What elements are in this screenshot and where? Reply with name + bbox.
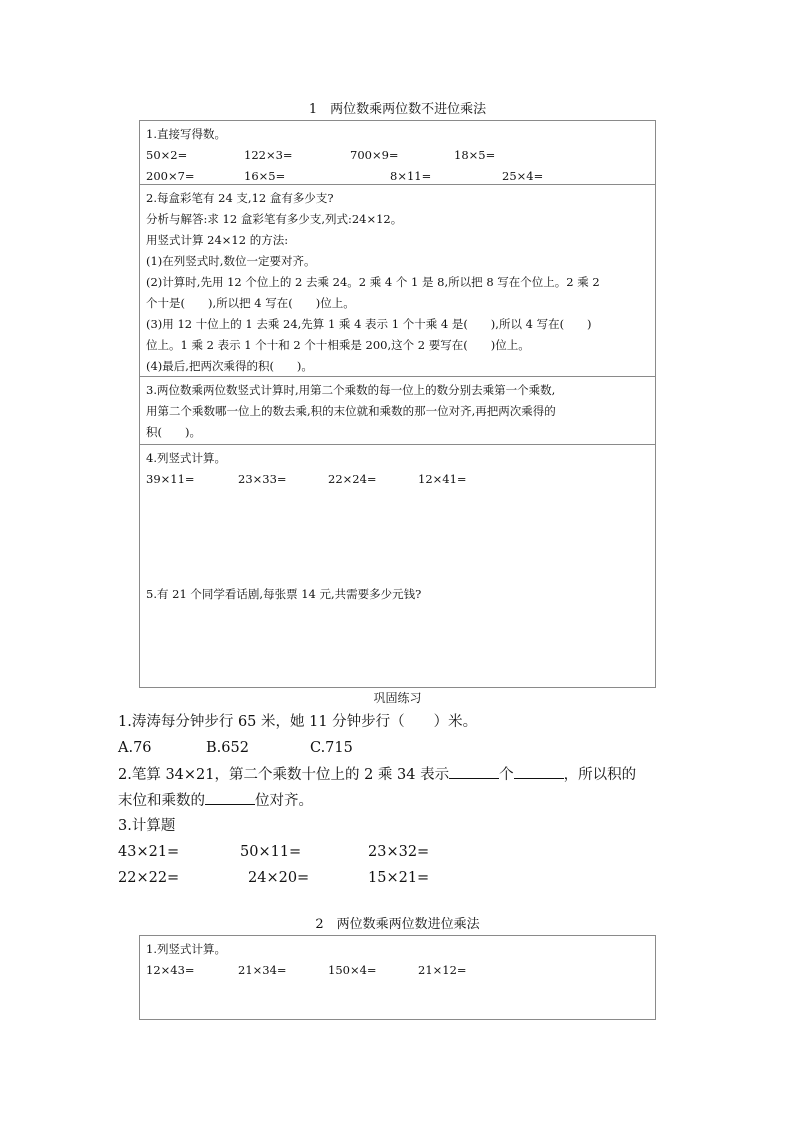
vertical-calc-item: 12×41=	[418, 472, 467, 486]
practice-q2-line-2	[118, 787, 313, 814]
option-c: C.715	[310, 740, 353, 756]
section-2-title: 2 两位数乘两位数进位乘法	[315, 917, 480, 932]
question-2-line: 用竖式计算 24×12 的方法:	[146, 233, 289, 247]
question-3-line: 3.两位数乘两位数竖式计算时,用第二个乘数的每一位上的数分别去乘第一个乘数,	[146, 383, 556, 397]
section-2-box	[139, 935, 656, 1020]
section-1-box	[139, 120, 656, 688]
oral-item: 200×7=	[146, 169, 195, 183]
question-2-line: 个十是( ),所以把 4 写在( )位上。	[146, 296, 355, 310]
question-2-line: (2)计算时,先用 12 个位上的 2 去乘 24。2 乘 4 个 1 是 8,所以把 8 写在个位上。2 乘 2	[146, 275, 600, 289]
practice-q1: 1.涛涛每分钟步行 65 米，她 11 分钟步行（ ）米。	[118, 714, 478, 730]
vertical-calc-item: 150×4=	[328, 963, 377, 977]
practice-q3-label: 3.计算题	[118, 818, 176, 834]
question-3-line: 积( )。	[146, 425, 201, 439]
calc-item: 50×11=	[240, 844, 302, 860]
vertical-calc-item: 21×34=	[238, 963, 287, 977]
vertical-calc-item: 21×12=	[418, 963, 467, 977]
practice-q3-row-1	[118, 839, 478, 865]
calc-item: 24×20=	[248, 870, 310, 886]
vertical-calc-item: 22×24=	[328, 472, 377, 486]
section-1-title: 1 两位数乘两位数不进位乘法	[308, 102, 487, 117]
answer-blank[interactable]	[205, 787, 255, 805]
option-a: A.76	[118, 740, 152, 756]
vertical-calc-item: 23×33=	[238, 472, 287, 486]
section-2-question-1-row	[146, 960, 649, 981]
practice-q3-row-2	[118, 865, 478, 891]
question-1-row-1	[146, 145, 649, 166]
vertical-calc-item: 12×43=	[146, 963, 195, 977]
practice-q2-line-1	[118, 761, 636, 788]
answer-blank[interactable]	[514, 761, 564, 779]
question-2-cell	[140, 184, 655, 376]
practice-q2-text: ，所以积的	[563, 767, 637, 783]
question-2-line: 位上。1 乘 2 表示 1 个十和 2 个十相乘是 200,这个 2 要写在( )位上。	[146, 338, 530, 352]
section-2-question-1-label: 1.列竖式计算。	[146, 942, 226, 956]
question-1-label: 1.直接写得数。	[146, 127, 226, 141]
calc-item: 22×22=	[118, 870, 180, 886]
section-2-question-1-cell	[140, 936, 655, 1019]
calc-item: 23×32=	[368, 844, 430, 860]
question-3-cell	[140, 376, 655, 444]
oral-item: 25×4=	[502, 169, 544, 183]
question-2-line: (1)在列竖式时,数位一定要对齐。	[146, 254, 316, 268]
question-4-label: 4.列竖式计算。	[146, 451, 226, 465]
practice-q2-text: 位对齐。	[255, 793, 313, 809]
question-2-line: (4)最后,把两次乘得的积( )。	[146, 359, 313, 373]
oral-item: 700×9=	[350, 148, 399, 162]
answer-blank[interactable]	[449, 761, 499, 779]
practice-q2-text: 末位和乘数的	[118, 793, 205, 809]
question-1-row-2	[146, 166, 649, 187]
question-4-5-cell	[140, 444, 655, 687]
question-3-line: 用第二个乘数哪一位上的数去乘,积的末位就和乘数的那一位对齐,再把两次乘得的	[146, 404, 556, 418]
vertical-calc-item: 39×11=	[146, 472, 195, 486]
practice-q2-text: 2.笔算 34×21，第二个乘数十位上的 2 乘 34 表示	[118, 767, 450, 783]
practice-q2-text: 个	[499, 767, 514, 783]
option-b: B.652	[206, 740, 249, 756]
oral-item: 8×11=	[390, 169, 432, 183]
oral-item: 122×3=	[244, 148, 293, 162]
question-1-cell	[140, 121, 655, 184]
question-4-row	[146, 469, 649, 490]
oral-item: 18×5=	[454, 148, 496, 162]
question-2-line: (3)用 12 十位上的 1 去乘 24,先算 1 乘 4 表示 1 个十乘 4 是( ),所以 4 写在( )	[146, 317, 592, 331]
practice-q1-options	[118, 735, 418, 761]
oral-item: 50×2=	[146, 148, 188, 162]
question-5-label: 5.有 21 个同学看话剧,每张票 14 元,共需要多少元钱?	[146, 587, 422, 601]
question-2-line: 2.每盒彩笔有 24 支,12 盒有多少支?	[146, 191, 334, 205]
calc-item: 15×21=	[368, 870, 430, 886]
practice-heading: 巩固练习	[373, 691, 422, 705]
question-2-line: 分析与解答:求 12 盒彩笔有多少支,列式:24×12。	[146, 212, 403, 226]
calc-item: 43×21=	[118, 844, 180, 860]
oral-item: 16×5=	[244, 169, 286, 183]
